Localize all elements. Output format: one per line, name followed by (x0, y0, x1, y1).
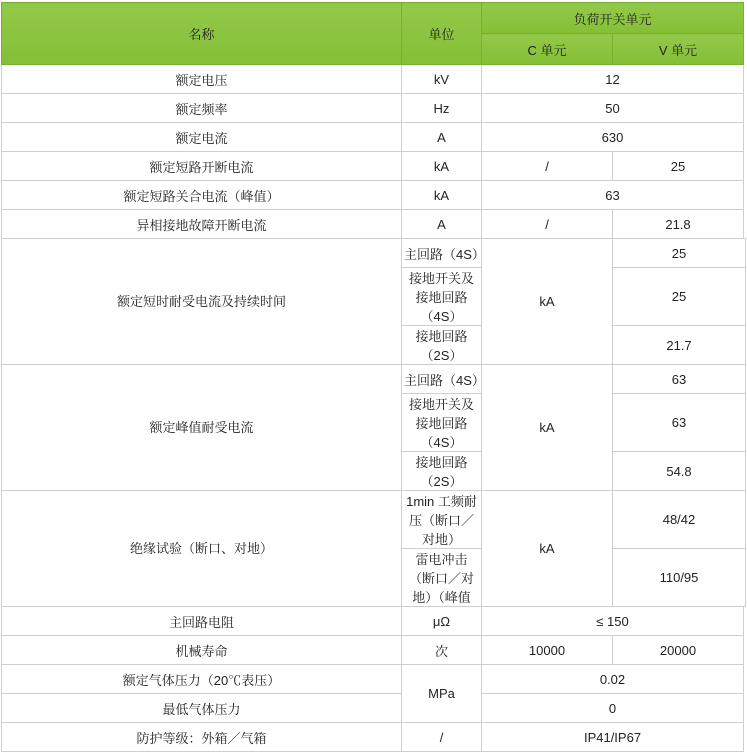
row-value-v: 20000 (613, 636, 744, 665)
group-unit: kA (482, 239, 613, 365)
table-row (2, 636, 746, 665)
sub-row-label: 主回路（4S） (402, 365, 482, 394)
group-unit: kA (482, 491, 613, 607)
row-value: 21.7 (613, 326, 746, 365)
row-unit: Hz (402, 94, 482, 123)
row-value: 0 (482, 694, 744, 723)
group-label-peak-current: 额定峰值耐受电流 (2, 365, 402, 491)
row-value: 63 (613, 394, 746, 452)
table-row (2, 181, 746, 210)
row-label: 额定频率 (2, 94, 402, 123)
header-name: 名称 (2, 3, 402, 65)
sub-row-label: 雷电冲击（断口／对地）（峰值 (402, 549, 482, 607)
table-row (2, 723, 746, 752)
row-value: 25 (613, 239, 746, 268)
row-label: 额定气体压力（20℃表压） (2, 665, 402, 694)
row-label: 最低气体压力 (2, 694, 402, 723)
table-row (2, 239, 746, 268)
sub-row-label: 接地开关及接地回路（4S） (402, 268, 482, 326)
row-value-c: / (482, 210, 613, 239)
header-col-c: C 单元 (482, 34, 613, 65)
sub-row-label: 主回路（4S） (402, 239, 482, 268)
row-value: ≤ 150 (482, 607, 744, 636)
table-header-row-1 (2, 3, 746, 34)
row-label: 防护等级：外箱／气箱 (2, 723, 402, 752)
row-label: 额定电压 (2, 65, 402, 94)
row-label: 主回路电阻 (2, 607, 402, 636)
table-row (2, 65, 746, 94)
table-row (2, 365, 746, 394)
row-unit: kV (402, 65, 482, 94)
group-unit: kA (482, 365, 613, 491)
row-unit: kA (402, 181, 482, 210)
row-unit: A (402, 123, 482, 152)
group-label-short-time-current: 额定短时耐受电流及持续时间 (2, 239, 402, 365)
row-value: 63 (613, 365, 746, 394)
row-unit: 次 (402, 636, 482, 665)
group-label-insulation-test: 绝缘试验（断口、对地） (2, 491, 402, 607)
sub-row-label: 接地回路（2S） (402, 452, 482, 491)
row-value: 50 (482, 94, 744, 123)
row-value: 0.02 (482, 665, 744, 694)
row-value: 54.8 (613, 452, 746, 491)
row-value: IP41/IP67 (482, 723, 744, 752)
row-value-v: 25 (613, 152, 744, 181)
table-row (2, 123, 746, 152)
row-unit: A (402, 210, 482, 239)
sub-row-label: 接地回路（2S） (402, 326, 482, 365)
header-col-v: V 单元 (613, 34, 744, 65)
sub-row-label: 接地开关及接地回路（4S） (402, 394, 482, 452)
row-label: 额定短路开断电流 (2, 152, 402, 181)
row-value: 48/42 (613, 491, 746, 549)
row-label: 机械寿命 (2, 636, 402, 665)
group-unit: MPa (402, 665, 482, 723)
row-unit: / (402, 723, 482, 752)
row-unit: kA (402, 152, 482, 181)
header-unit: 单位 (402, 3, 482, 65)
table-row (2, 210, 746, 239)
row-value: 25 (613, 268, 746, 326)
row-label: 异相接地故障开断电流 (2, 210, 402, 239)
specification-table (1, 2, 746, 752)
row-value: 63 (482, 181, 744, 210)
table-row (2, 694, 746, 723)
row-unit: μΩ (402, 607, 482, 636)
row-value: 110/95 (613, 549, 746, 607)
row-value: 12 (482, 65, 744, 94)
row-value: 630 (482, 123, 744, 152)
header-group: 负荷开关单元 (482, 3, 744, 34)
sub-row-label: 1min 工频耐压（断口／对地） (402, 491, 482, 549)
row-value-c: 10000 (482, 636, 613, 665)
table-row (2, 665, 746, 694)
table-row (2, 94, 746, 123)
table-row (2, 152, 746, 181)
row-value-v: 21.8 (613, 210, 744, 239)
row-label: 额定短路关合电流（峰值） (2, 181, 402, 210)
row-value-c: / (482, 152, 613, 181)
row-label: 额定电流 (2, 123, 402, 152)
table-row (2, 491, 746, 549)
table-row (2, 607, 746, 636)
